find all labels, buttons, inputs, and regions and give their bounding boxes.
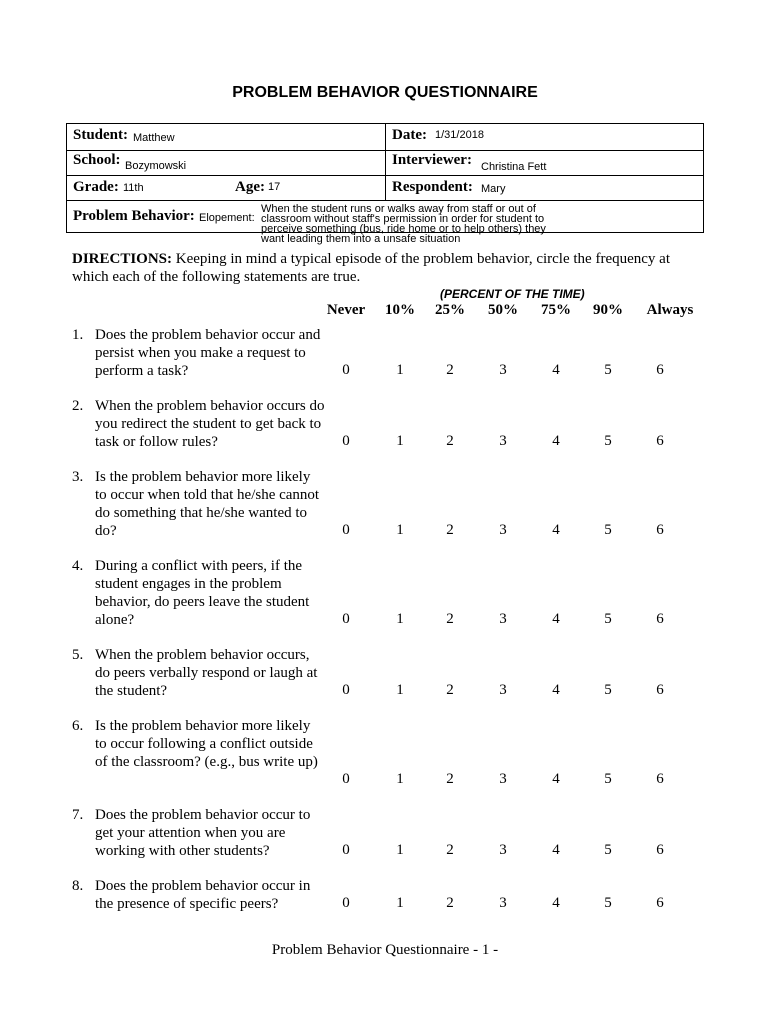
score-option[interactable]: 4 (552, 522, 560, 538)
school-value[interactable]: Bozymowski (125, 160, 187, 172)
question-number: 8. (72, 878, 84, 894)
score-option[interactable]: 0 (342, 842, 350, 858)
row-divider (67, 200, 703, 201)
student-value[interactable]: Matthew (133, 132, 175, 144)
score-option[interactable]: 5 (604, 433, 612, 449)
directions-label: DIRECTIONS: (72, 251, 173, 267)
problem-behavior-value[interactable]: Elopement: (199, 212, 255, 224)
score-option[interactable]: 1 (396, 611, 404, 627)
score-option[interactable]: 0 (342, 522, 350, 538)
score-option[interactable]: 3 (499, 611, 507, 627)
column-header: Never (326, 302, 366, 318)
score-option[interactable]: 5 (604, 522, 612, 538)
score-option[interactable]: 2 (446, 433, 454, 449)
score-option[interactable]: 6 (656, 771, 664, 787)
info-table (66, 123, 704, 245)
page-footer: Problem Behavior Questionnaire - 1 - (271, 942, 499, 958)
score-option[interactable]: 2 (446, 895, 454, 911)
question-number: 2. (72, 398, 84, 414)
question-text: During a conflict with peers, if the student engages in the problem behavior, do peers leave the student alone? (95, 558, 310, 628)
score-option[interactable]: 0 (342, 895, 350, 911)
score-option[interactable]: 0 (342, 362, 350, 378)
directions-text: Keeping in mind a typical episode of the problem behavior, circle the frequency at which each of the following statements are true. (72, 251, 670, 285)
score-option[interactable]: 5 (604, 611, 612, 627)
score-option[interactable]: 3 (499, 682, 507, 698)
percent-label: (PERCENT OF THE TIME) (440, 287, 585, 301)
score-option[interactable]: 5 (604, 895, 612, 911)
question-text: When the problem behavior occurs do you redirect the student to get back to task or follow rules? (95, 398, 325, 450)
score-option[interactable]: 6 (656, 682, 664, 698)
score-option[interactable]: 1 (396, 895, 404, 911)
question-text: When the problem behavior occurs, do peers verbally respond or laugh at the student? (95, 647, 318, 699)
score-option[interactable]: 2 (446, 522, 454, 538)
age-value[interactable]: 17 (268, 181, 281, 193)
column-header: 50% (488, 302, 518, 318)
interviewer-label: Interviewer: (392, 152, 472, 168)
problem-behavior-label: Problem Behavior: (73, 208, 195, 224)
score-option[interactable]: 6 (656, 842, 664, 858)
score-option[interactable]: 1 (396, 362, 404, 378)
score-option[interactable]: 3 (499, 522, 507, 538)
question-number: 4. (72, 558, 84, 574)
score-option[interactable]: 6 (656, 362, 664, 378)
column-divider (385, 124, 386, 200)
question-number: 3. (72, 469, 84, 485)
problem-behavior-description[interactable]: When the student runs or walks away from staff or out of classroom without staff's permission in order for student to perceive something (bus, ride home or to help others) they want leading them into a unsafe situation (261, 203, 546, 245)
score-option[interactable]: 4 (552, 611, 560, 627)
score-option[interactable]: 6 (656, 895, 664, 911)
score-option[interactable]: 4 (552, 895, 560, 911)
score-option[interactable]: 3 (499, 433, 507, 449)
question-text: Does the problem behavior occur to get your attention when you are working with other students? (95, 807, 311, 859)
school-label: School: (73, 152, 121, 168)
score-option[interactable]: 4 (552, 771, 560, 787)
score-option[interactable]: 4 (552, 362, 560, 378)
score-option[interactable]: 0 (342, 682, 350, 698)
score-option[interactable]: 3 (499, 895, 507, 911)
student-label: Student: (73, 127, 129, 143)
grade-label: Grade: (73, 179, 119, 195)
score-option[interactable]: 2 (446, 611, 454, 627)
score-option[interactable]: 6 (656, 522, 664, 538)
score-option[interactable]: 2 (446, 682, 454, 698)
score-option[interactable]: 0 (342, 433, 350, 449)
date-label: Date: (392, 127, 427, 143)
question-text: Is the problem behavior more likely to occur following a conflict outside of the classroom? (e.g., bus write up) (95, 718, 318, 770)
grade-value[interactable]: 11th (123, 182, 144, 194)
directions (72, 250, 692, 286)
score-option[interactable]: 6 (656, 611, 664, 627)
score-option[interactable]: 5 (604, 362, 612, 378)
score-option[interactable]: 4 (552, 682, 560, 698)
question-number: 1. (72, 327, 84, 343)
age-label: Age: (235, 179, 265, 195)
question-number: 7. (72, 807, 84, 823)
question-text: Does the problem behavior occur in the presence of specific peers? (95, 878, 311, 912)
score-option[interactable]: 1 (396, 433, 404, 449)
score-option[interactable]: 1 (396, 682, 404, 698)
score-option[interactable]: 5 (604, 682, 612, 698)
score-option[interactable]: 6 (656, 433, 664, 449)
score-option[interactable]: 1 (396, 771, 404, 787)
date-value[interactable]: 1/31/2018 (435, 129, 484, 141)
question-number: 6. (72, 718, 84, 734)
score-option[interactable]: 5 (604, 842, 612, 858)
score-option[interactable]: 4 (552, 842, 560, 858)
column-header: 10% (385, 302, 415, 318)
question-text: Does the problem behavior occur and persist when you make a request to perform a task? (95, 327, 321, 379)
score-option[interactable]: 2 (446, 842, 454, 858)
respondent-value[interactable]: Mary (481, 183, 506, 195)
score-option[interactable]: 2 (446, 362, 454, 378)
question-text: Is the problem behavior more likely to occur when told that he/she cannot do something that he/she wanted to do? (95, 469, 320, 539)
score-option[interactable]: 3 (499, 842, 507, 858)
score-option[interactable]: 4 (552, 433, 560, 449)
score-option[interactable]: 0 (342, 611, 350, 627)
column-header: 25% (435, 302, 465, 318)
score-option[interactable]: 0 (342, 771, 350, 787)
column-header: Always (646, 302, 694, 318)
score-option[interactable]: 1 (396, 842, 404, 858)
column-header: 90% (593, 302, 623, 318)
score-option[interactable]: 3 (499, 362, 507, 378)
score-option[interactable]: 1 (396, 522, 404, 538)
interviewer-value[interactable]: Christina Fett (481, 161, 547, 173)
score-option[interactable]: 2 (446, 771, 454, 787)
column-header: 75% (541, 302, 571, 318)
respondent-label: Respondent: (392, 179, 473, 195)
score-option[interactable]: 3 (499, 771, 507, 787)
question-number: 5. (72, 647, 84, 663)
page-title: PROBLEM BEHAVIOR QUESTIONNAIRE (232, 84, 538, 101)
score-option[interactable]: 5 (604, 771, 612, 787)
